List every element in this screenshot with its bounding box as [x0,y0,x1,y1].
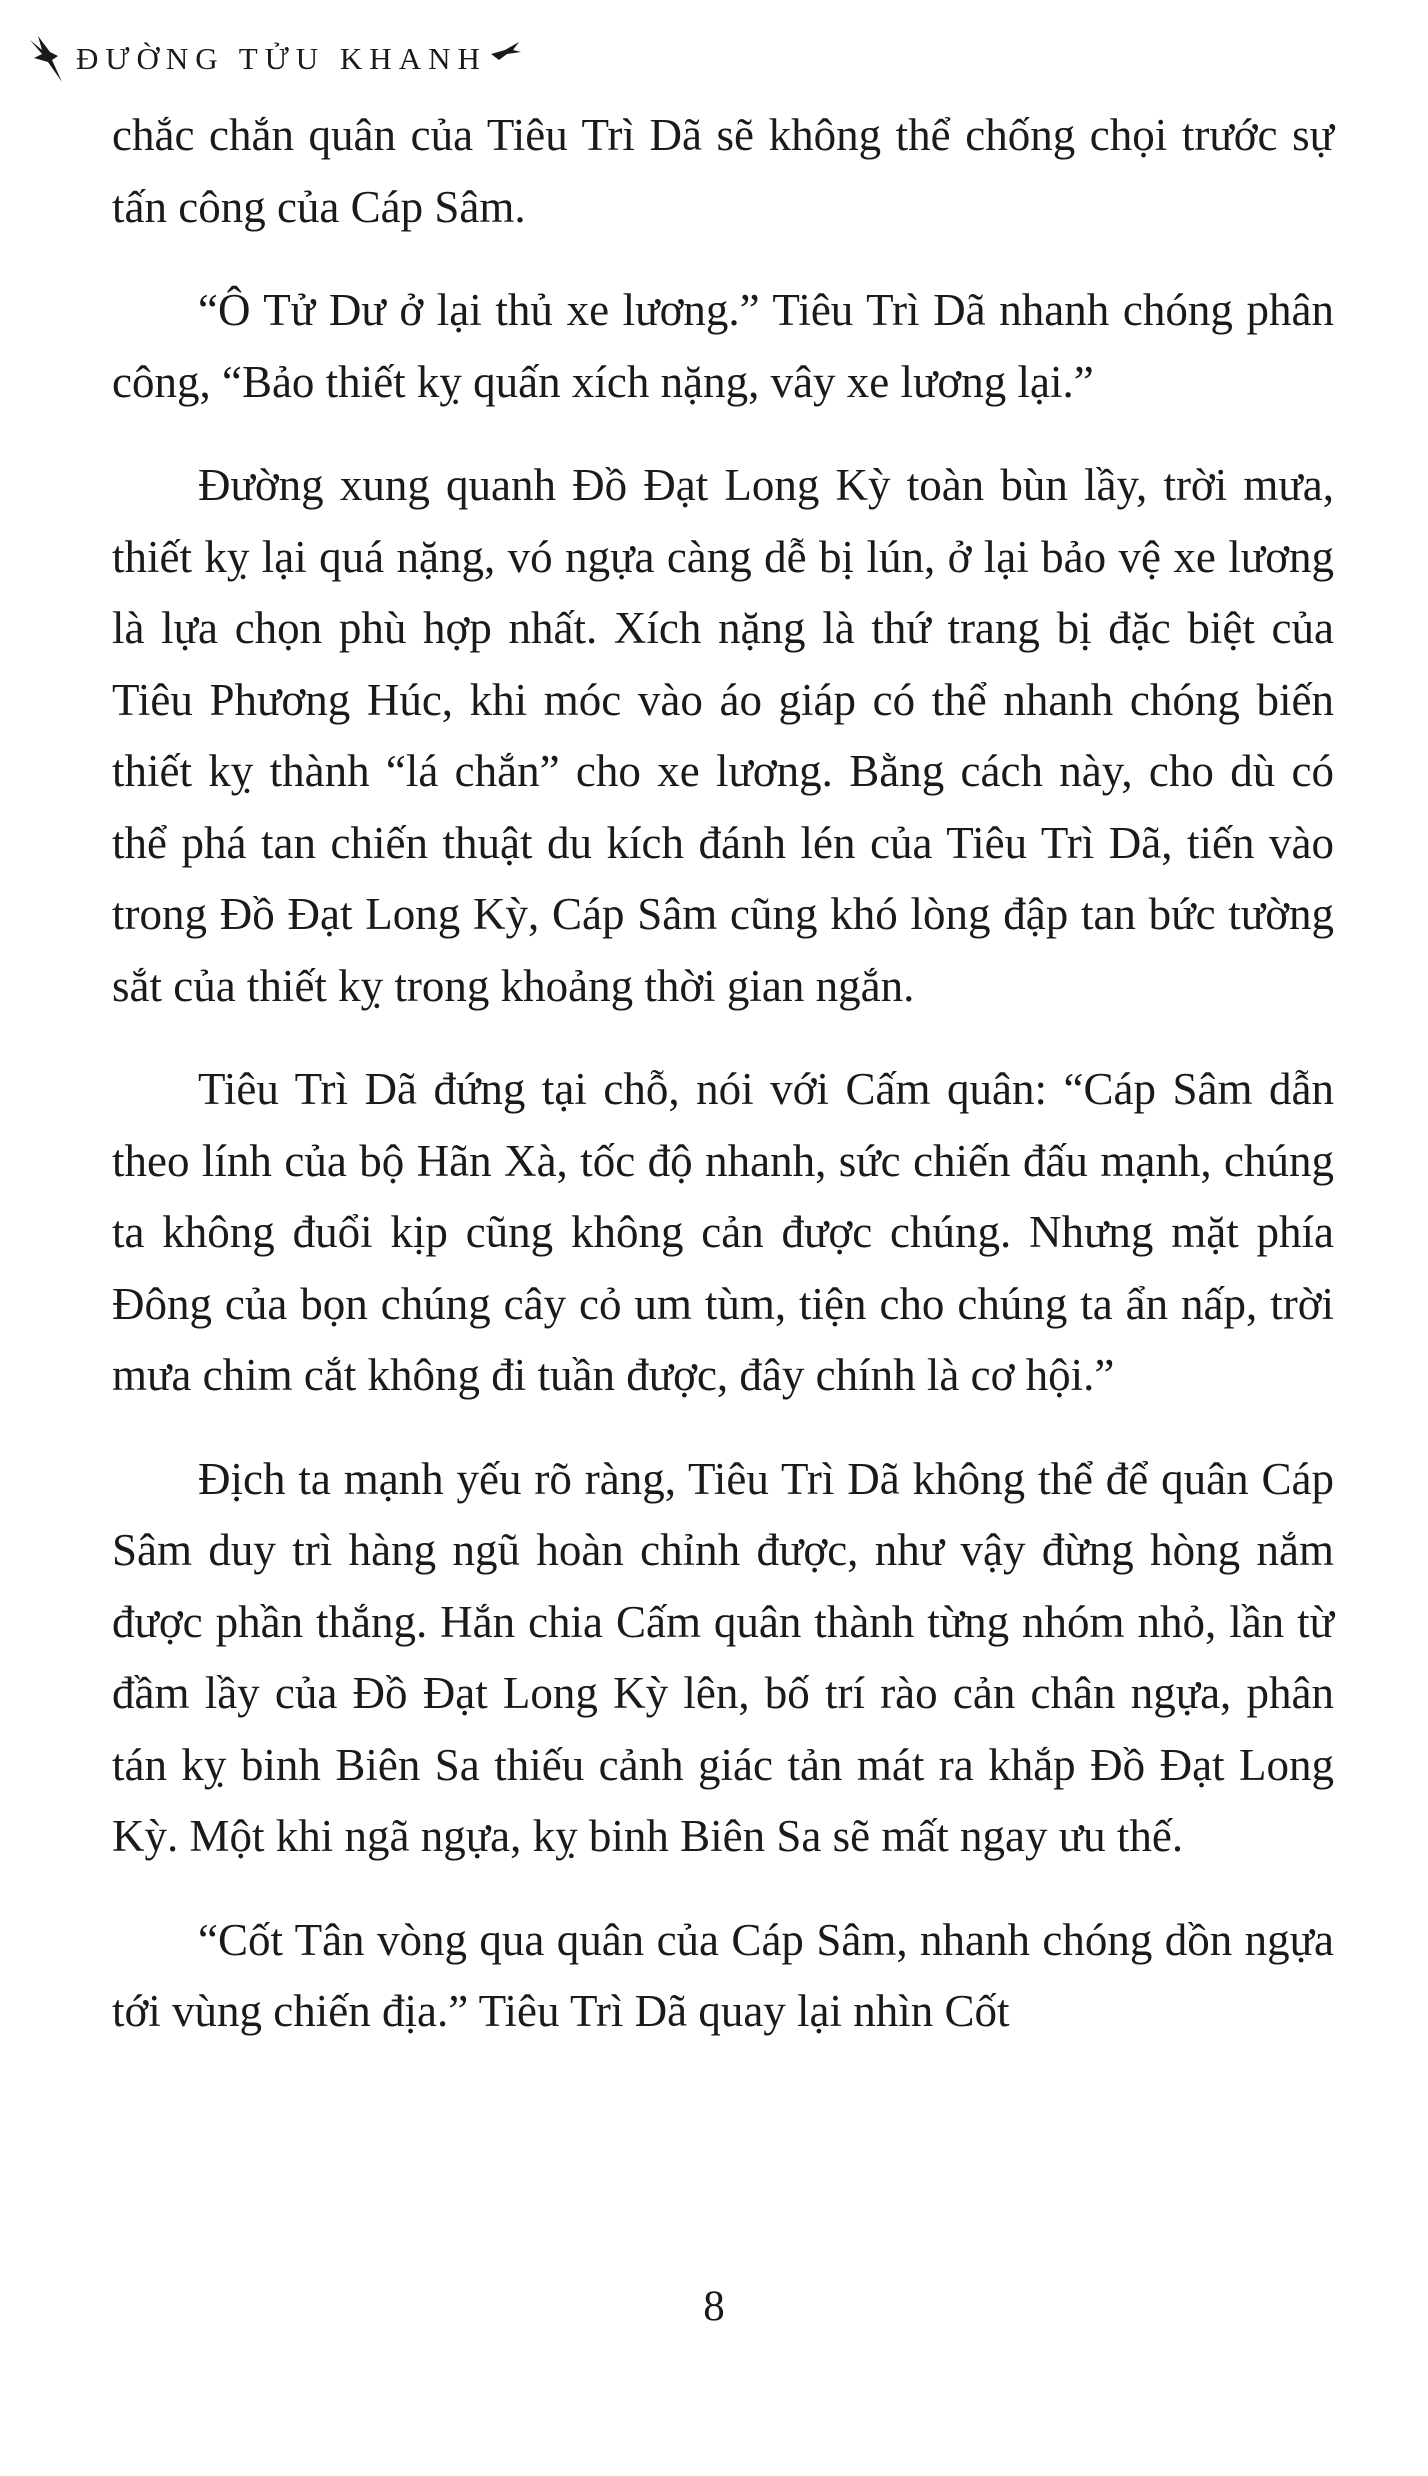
paragraph-2: “Ô Tử Dư ở lại thủ xe lương.” Tiêu Trì Dã nhanh chóng phân công, “Bảo thiết kỵ quấn xích nặng, vây xe lương lại.” [112,285,1334,407]
body-text [112,100,1334,2080]
paragraph-6: “Cốt Tân vòng qua quân của Cáp Sâm, nhanh chóng dồn ngựa tới vùng chiến địa.” Tiêu Trì Dã quay lại nhìn Cốt [112,1914,1334,2036]
paragraph-3: Đường xung quanh Đồ Đạt Long Kỳ toàn bùn lầy, trời mưa, thiết kỵ lại quá nặng, vó ngựa càng dễ bị lún, ở lại bảo vệ xe lương là lựa chọn phù hợp nhất. Xích nặng là thứ trang bị đặc biệt của Tiêu Phương Húc, khi móc vào áo giáp có thể nhanh chóng biến thiết kỵ thành “lá chắn” cho xe lương. Bằng cách này, cho dù có thể phá tan chiến thuật du kích đánh lén của Tiêu Trì Dã, tiến vào trong Đồ Đạt Long Kỳ, Cáp Sâm cũng khó lòng đập tan bức tường sắt của thiết kỵ trong khoảng thời gian ngắn. [112,460,1334,1011]
paragraph-5: Địch ta mạnh yếu rõ ràng, Tiêu Trì Dã không thể để quân Cáp Sâm duy trì hàng ngũ hoàn chỉnh được, như vậy đừng hòng nắm được phần thắng. Hắn chia Cấm quân thành từng nhóm nhỏ, lần từ đầm lầy của Đồ Đạt Long Kỳ lên, bố trí rào cản chân ngựa, phân tán kỵ binh Biên Sa thiếu cảnh giác tản mát ra khắp Đồ Đạt Long Kỳ. Một khi ngã ngựa, kỵ binh Biên Sa sẽ mất ngay ưu thế. [112,1453,1334,1861]
bird-icon [28,30,72,86]
page-number: 8 [703,2283,725,2330]
running-header-title: ĐƯỜNG TỬU KHANH [76,40,487,76]
paragraph-1: chắc chắn quân của Tiêu Trì Dã sẽ không thể chống chọi trước sự tấn công của Cáp Sâm. [112,110,1334,232]
running-header [28,28,523,88]
paragraph-4: Tiêu Trì Dã đứng tại chỗ, nói với Cấm quân: “Cáp Sâm dẫn theo lính của bộ Hãn Xà, tốc độ nhanh, sức chiến đấu mạnh, chúng ta không đuổi kịp cũng không cản được chúng. Nhưng mặt phía Đông của bọn chúng cây cỏ um tùm, tiện cho chúng ta ẩn nấp, trời mưa chim cắt không đi tuần được, đây chính là cơ hội.” [112,1064,1334,1400]
small-bird-icon [489,40,523,62]
